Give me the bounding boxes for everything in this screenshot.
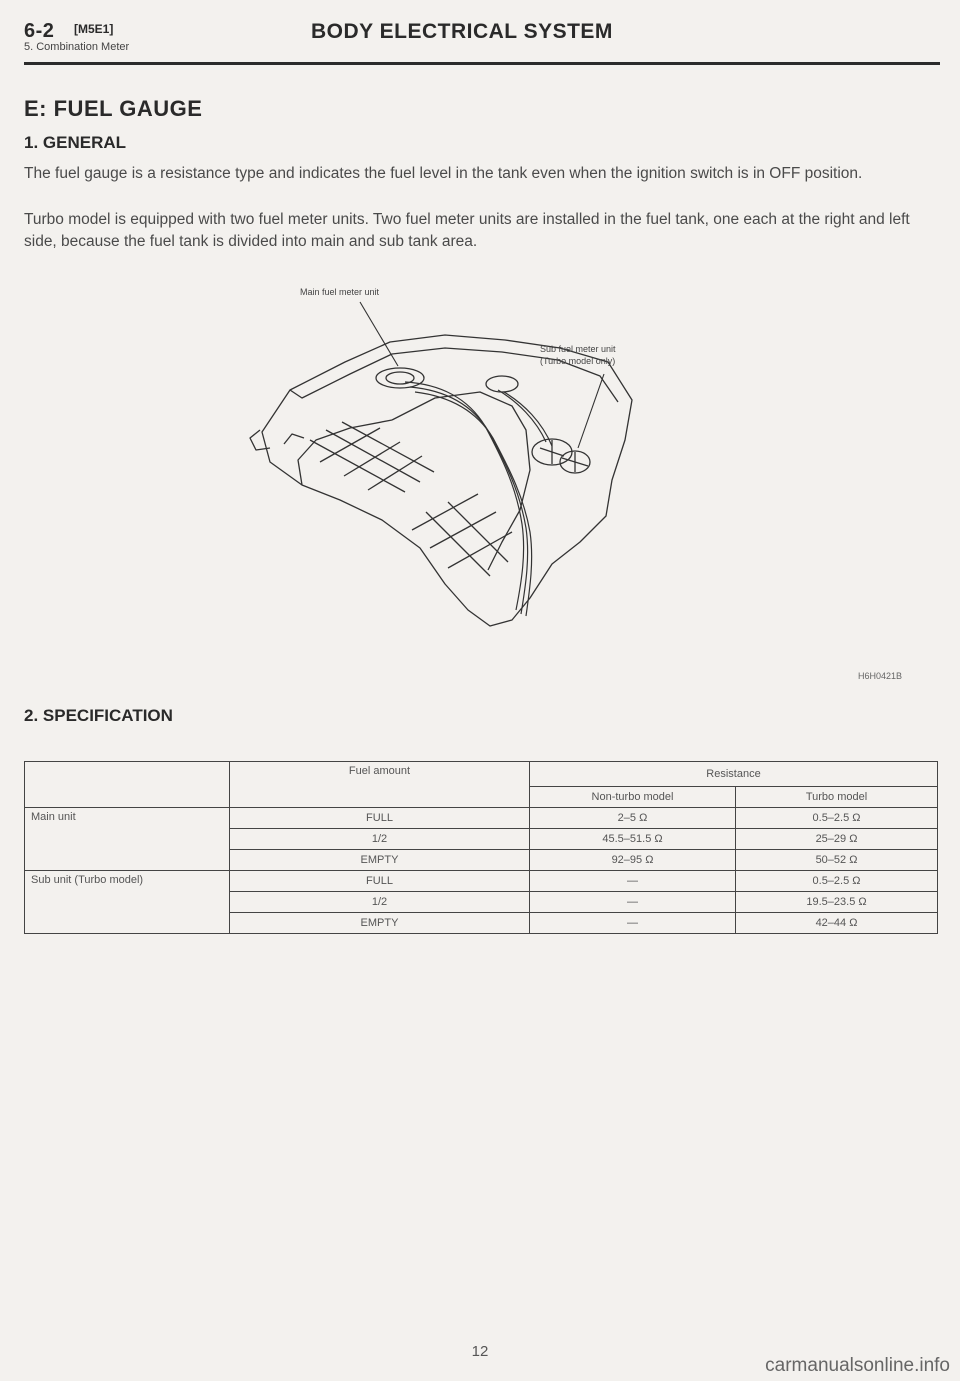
page-number: 12 bbox=[471, 1343, 489, 1360]
table-row bbox=[25, 808, 938, 829]
fuel-amount-cell: 1/2 bbox=[230, 892, 530, 913]
col-resistance: Resistance bbox=[530, 762, 938, 787]
general-heading: 1. GENERAL bbox=[24, 133, 127, 152]
turbo-cell: 42–44 Ω bbox=[736, 913, 938, 934]
turbo-cell: 0.5–2.5 Ω bbox=[736, 871, 938, 892]
page-code: 6-2 bbox=[24, 20, 55, 42]
specification-heading: 2. SPECIFICATION bbox=[24, 706, 173, 725]
fuel-gauge-spec-table bbox=[24, 761, 938, 934]
col-turbo: Turbo model bbox=[736, 787, 938, 808]
non-turbo-cell: 92–95 Ω bbox=[530, 850, 736, 871]
unit-label-main: Main unit bbox=[25, 808, 230, 871]
main-fuel-meter-label: Main fuel meter unit bbox=[300, 287, 380, 297]
subsection-label: 5. Combination Meter bbox=[24, 41, 130, 53]
chapter-title: BODY ELECTRICAL SYSTEM bbox=[311, 20, 613, 43]
figure-code: H6H0421B bbox=[858, 671, 903, 681]
table-corner-cell bbox=[25, 762, 230, 808]
turbo-cell: 0.5–2.5 Ω bbox=[736, 808, 938, 829]
model-tag: [M5E1] bbox=[74, 22, 114, 36]
sub-fuel-meter-label: Sub fuel meter unit bbox=[540, 344, 616, 354]
non-turbo-cell: — bbox=[530, 871, 736, 892]
unit-label-sub: Sub unit (Turbo model) bbox=[25, 871, 230, 934]
non-turbo-cell: 45.5–51.5 Ω bbox=[530, 829, 736, 850]
table-row bbox=[25, 871, 938, 892]
fuel-amount-cell: FULL bbox=[230, 871, 530, 892]
table-header-row bbox=[25, 762, 938, 787]
fuel-amount-cell: EMPTY bbox=[230, 850, 530, 871]
section-title: E: FUEL GAUGE bbox=[24, 96, 203, 121]
turbo-cell: 19.5–23.5 Ω bbox=[736, 892, 938, 913]
turbo-cell: 25–29 Ω bbox=[736, 829, 938, 850]
col-fuel-amount: Fuel amount bbox=[230, 762, 530, 808]
col-non-turbo: Non-turbo model bbox=[530, 787, 736, 808]
sub-fuel-meter-note: (Turbo model only) bbox=[540, 356, 616, 366]
general-paragraph-2: Turbo model is equipped with two fuel meter units. Two fuel meter units are installed in the fuel tank, one each at the right and left side, because the fuel tank is divided into main and sub tank area. bbox=[24, 211, 910, 250]
non-turbo-cell: — bbox=[530, 892, 736, 913]
fuel-amount-cell: FULL bbox=[230, 808, 530, 829]
site-watermark: carmanualsonline.info bbox=[765, 1355, 950, 1376]
fuel-amount-cell: EMPTY bbox=[230, 913, 530, 934]
fuel-amount-cell: 1/2 bbox=[230, 829, 530, 850]
fuel-tank-illustration bbox=[240, 280, 720, 650]
non-turbo-cell: — bbox=[530, 913, 736, 934]
non-turbo-cell: 2–5 Ω bbox=[530, 808, 736, 829]
turbo-cell: 50–52 Ω bbox=[736, 850, 938, 871]
general-paragraph-1: The fuel gauge is a resistance type and indicates the fuel level in the tank even when the ignition switch is in OFF position. bbox=[24, 165, 863, 182]
header-rule bbox=[24, 62, 940, 65]
